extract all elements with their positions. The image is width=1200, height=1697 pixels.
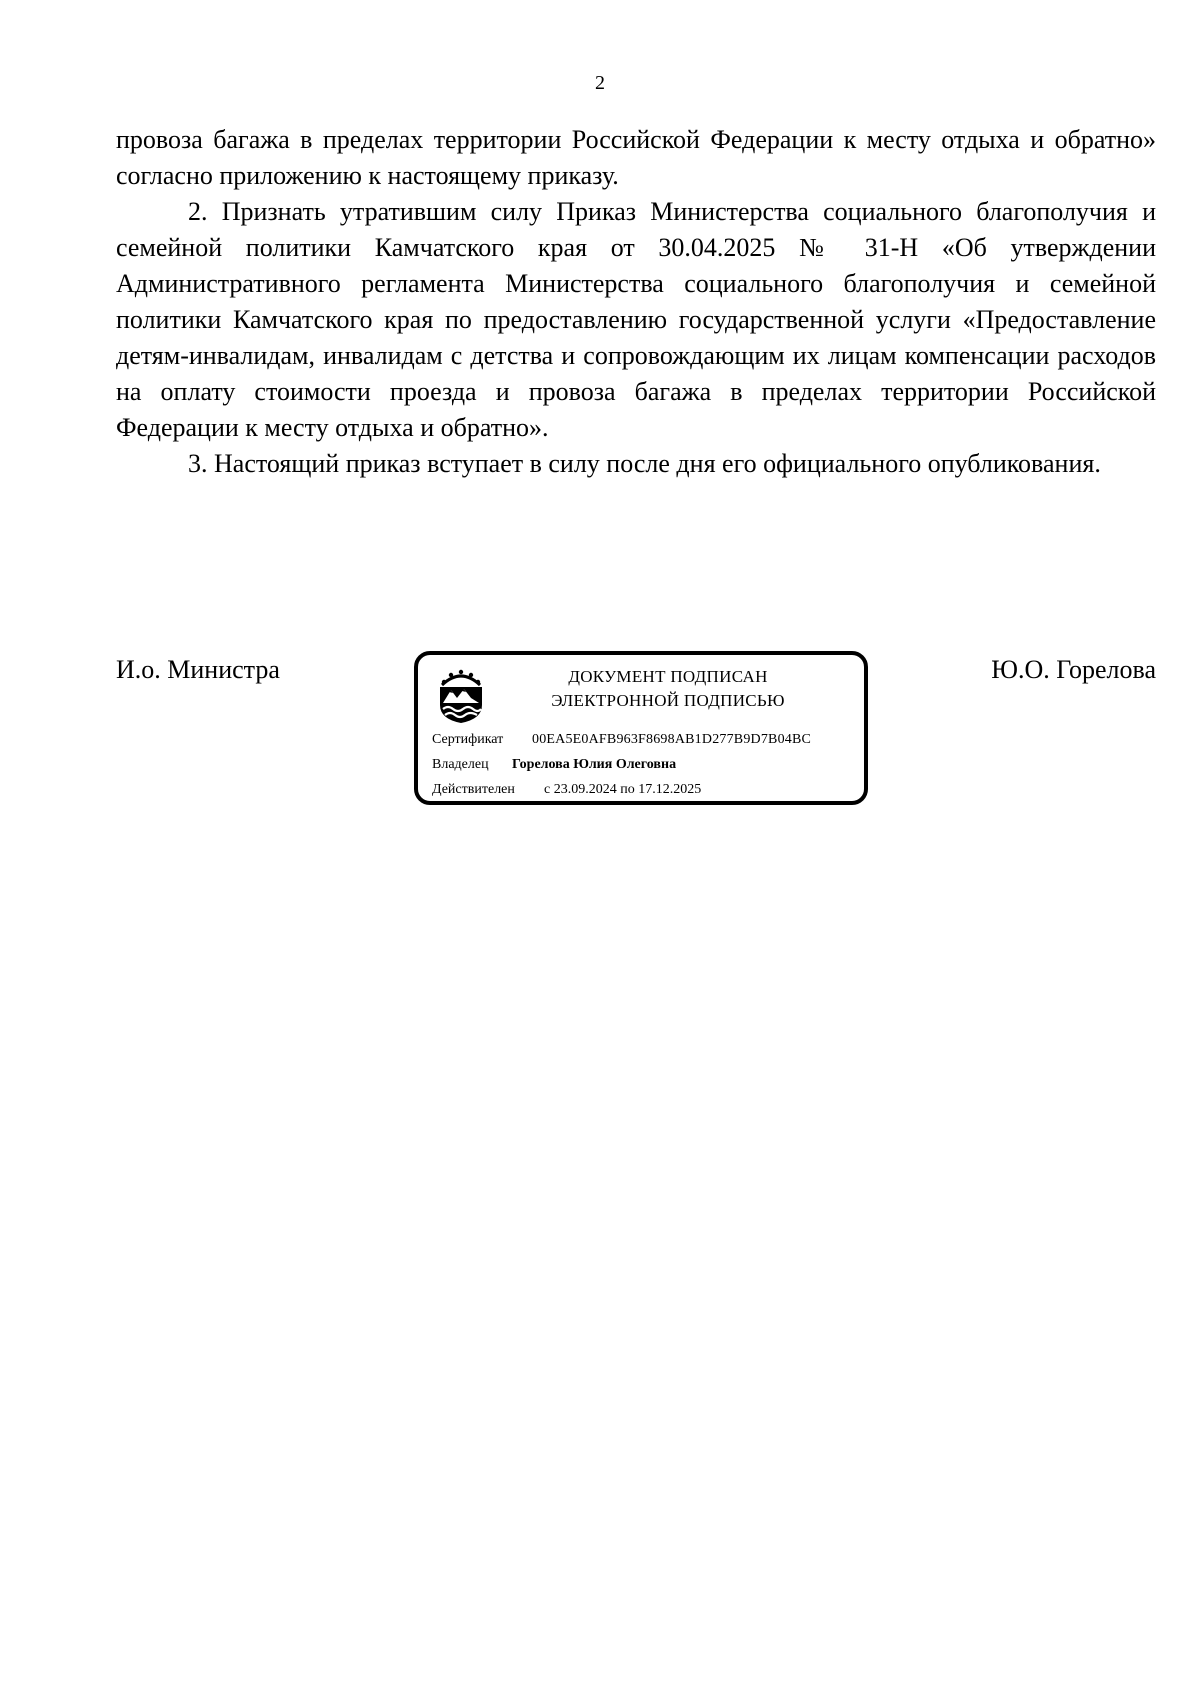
paragraph-item-3: 3. Настоящий приказ вступает в силу после дня его официального опубликования. [188,449,1101,478]
stamp-title-line-2: ЭЛЕКТРОННОЙ ПОДПИСЬЮ [551,691,785,710]
certificate-value: 00EA5E0AFB963F8698AB1D277B9D7B04BC [532,732,812,747]
stamp-title [498,665,838,713]
owner-value: Горелова Юлия Олеговна [512,757,677,772]
stamp-title-line-1: ДОКУМЕНТ ПОДПИСАН [568,667,768,686]
electronic-signature-stamp [414,651,868,805]
stamp-validity-row [432,781,702,799]
stamp-certificate-row [432,731,812,749]
paragraph-item-2: 2. Признать утратившим силу Приказ Министерства социального благополучия и семейной политики Камчатского края от 30.04.2025 № 31-Н «Об утверждении Административного регламента Министерства социального благополучия и семейной политики Камчатского края по предоставлению государственной услуги «Предоставление детям-инвалидам, инвалидам с детства и сопровождающим их лицам компенсации расходов на оплату стоимости проезда и провоза багажа в пределах территории Российской Федерации к месту отдыха и обратно». [116,197,1156,442]
paragraph-continuation: провоза багажа в пределах территории Российской Федерации к месту отдыха и обратно» согласно приложению к настоящему приказу. [116,125,1156,190]
signatory-name: Ю.О. Горелова [991,655,1156,684]
owner-label: Владелец [432,757,489,772]
kamchatka-coat-of-arms-icon [434,665,488,725]
signatory-role: И.о. Министра [116,655,280,684]
validity-label: Действителен [432,782,515,797]
document-body [116,122,1156,482]
validity-value: с 23.09.2024 по 17.12.2025 [544,782,702,797]
stamp-owner-row [432,756,677,774]
certificate-label: Сертификат [432,732,504,747]
page-number: 2 [595,72,605,94]
